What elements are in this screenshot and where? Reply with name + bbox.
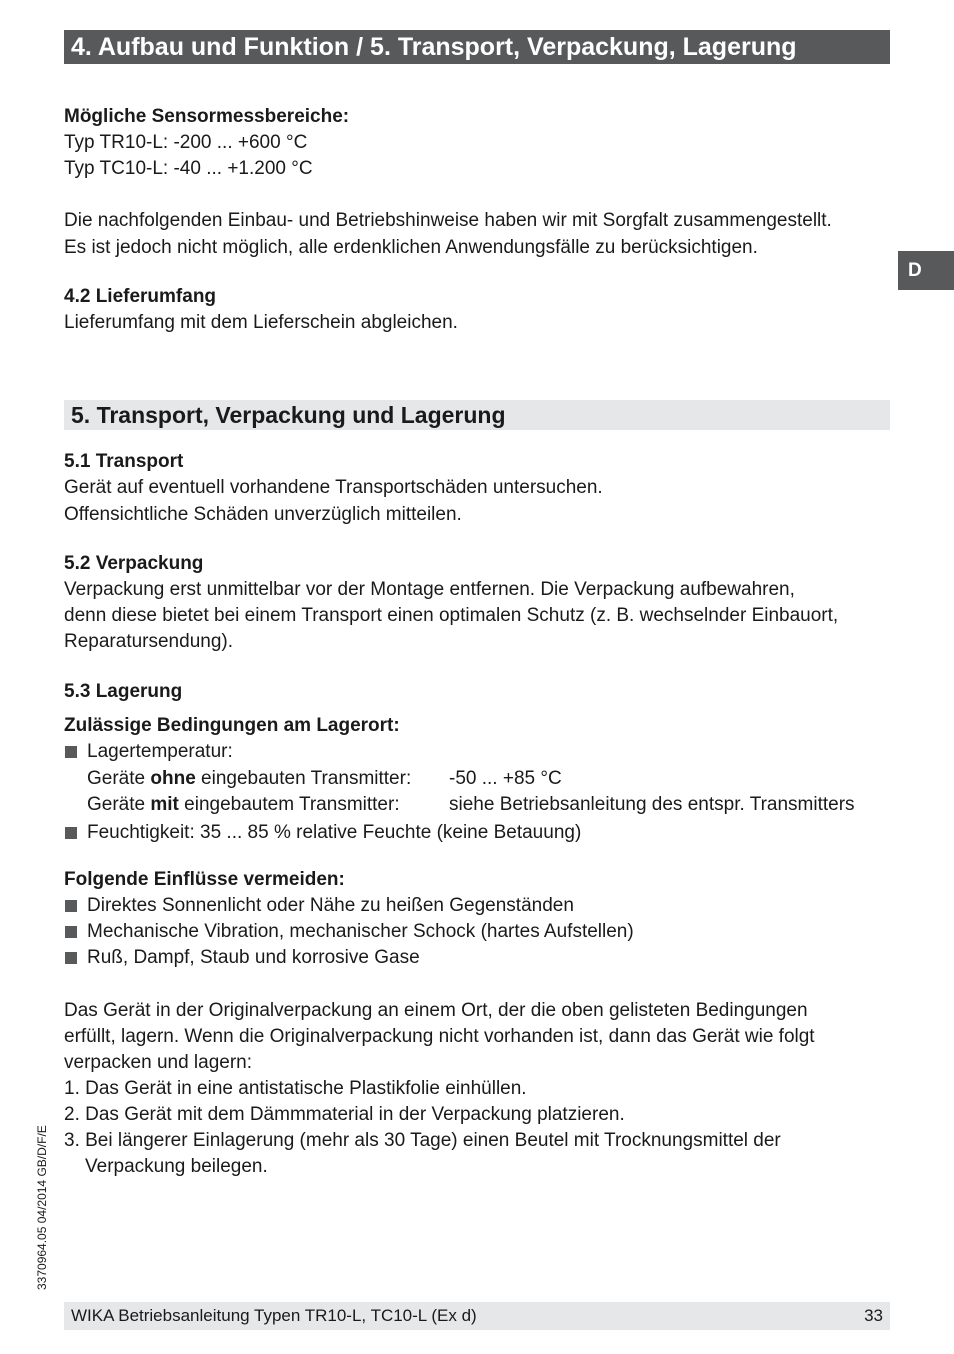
temp-value-with-transmitter: siehe Betriebsanleitung des entspr. Transmitters — [449, 794, 855, 815]
intro-line-2: Es ist jedoch nicht möglich, alle erdenklichen Anwendungsfälle zu berücksichtigen. — [64, 237, 758, 258]
avoid-item: Ruß, Dampf, Staub und korrosive Gase — [87, 947, 420, 968]
section-4-2-heading: 4.2 Lieferumfang — [64, 286, 217, 307]
section-5-2-line-1: Verpackung erst unmittelbar vor der Montage entfernen. Die Verpackung aufbewahren, — [64, 579, 795, 600]
section-5-2-line-2: denn diese bietet bei einem Transport einen optimalen Schutz (z. B. wechselnder Einbauort, — [64, 605, 839, 626]
sensor-range-tr10: Typ TR10-L: -200 ... +600 °C — [64, 132, 308, 153]
section-4-2-text: Lieferumfang mit dem Lieferschein abgleichen. — [64, 312, 458, 333]
section-5-2-line-3: Reparatursendung). — [64, 631, 233, 652]
storage-paragraph-line-3: verpacken und lagern: — [64, 1052, 253, 1073]
section-5-1-line-2: Offensichtliche Schäden unverzüglich mitteilen. — [64, 504, 462, 525]
storage-temp-label: Lagertemperatur: — [87, 741, 233, 762]
page-number: 33 — [864, 1306, 883, 1325]
section-5-3-heading: 5.3 Lagerung — [64, 681, 183, 702]
packing-step-3: 3. Bei längerer Einlagerung (mehr als 30 Tage) einen Beutel mit Trocknungsmittel der — [64, 1130, 781, 1151]
section-5-1-heading: 5.1 Transport — [64, 451, 184, 472]
avoid-item: Mechanische Vibration, mechanischer Schock (hartes Aufstellen) — [87, 921, 634, 942]
bullet-square-icon — [65, 926, 77, 938]
storage-paragraph-line-1: Das Gerät in der Originalverpackung an einem Ort, der die oben gelisteten Bedingungen — [64, 1000, 808, 1021]
packing-step-3-continued: Verpackung beilegen. — [85, 1156, 268, 1177]
page-header-title: 4. Aufbau und Funktion / 5. Transport, Verpackung, Lagerung — [64, 30, 890, 64]
sensor-range-tc10: Typ TC10-L: -40 ... +1.200 °C — [64, 158, 313, 179]
bullet-square-icon — [65, 952, 77, 964]
packing-step-2: 2. Das Gerät mit dem Dämmmaterial in der Verpackung platzieren. — [64, 1104, 625, 1125]
temp-row-without-transmitter: Geräte ohne eingebauten Transmitter: — [87, 768, 412, 789]
page-footer — [64, 1302, 890, 1330]
section-5-2-heading: 5.2 Verpackung — [64, 553, 204, 574]
language-tab: D — [898, 251, 954, 290]
temp-value-without-transmitter: -50 ... +85 °C — [449, 768, 562, 789]
bullet-square-icon — [65, 827, 77, 839]
avoid-item: Direktes Sonnenlicht oder Nähe zu heißen Gegenständen — [87, 895, 574, 916]
avoid-heading: Folgende Einflüsse vermeiden: — [64, 869, 345, 890]
section-5-1-line-1: Gerät auf eventuell vorhandene Transportschäden untersuchen. — [64, 477, 603, 498]
document-code: 3370964.05 04/2014 GB/D/F/E — [35, 1125, 49, 1290]
packing-step-1: 1. Das Gerät in eine antistatische Plastikfolie einhüllen. — [64, 1078, 527, 1099]
bullet-square-icon — [65, 746, 77, 758]
bullet-square-icon — [65, 900, 77, 912]
section-5-title: 5. Transport, Verpackung und Lagerung — [64, 400, 890, 430]
footer-document-title: WIKA Betriebsanleitung Typen TR10-L, TC10-L (Ex d) — [71, 1306, 477, 1325]
conditions-heading: Zulässige Bedingungen am Lagerort: — [64, 715, 400, 736]
sensor-ranges-heading: Mögliche Sensormessbereiche: — [64, 106, 350, 127]
humidity-item: Feuchtigkeit: 35 ... 85 % relative Feuchte (keine Betauung) — [87, 822, 582, 843]
intro-line-1: Die nachfolgenden Einbau- und Betriebshinweise haben wir mit Sorgfalt zusammengestellt. — [64, 210, 832, 231]
storage-paragraph-line-2: erfüllt, lagern. Wenn die Originalverpackung nicht vorhanden ist, dann das Gerät wie folgt — [64, 1026, 815, 1047]
temp-row-with-transmitter: Geräte mit eingebautem Transmitter: — [87, 794, 400, 815]
